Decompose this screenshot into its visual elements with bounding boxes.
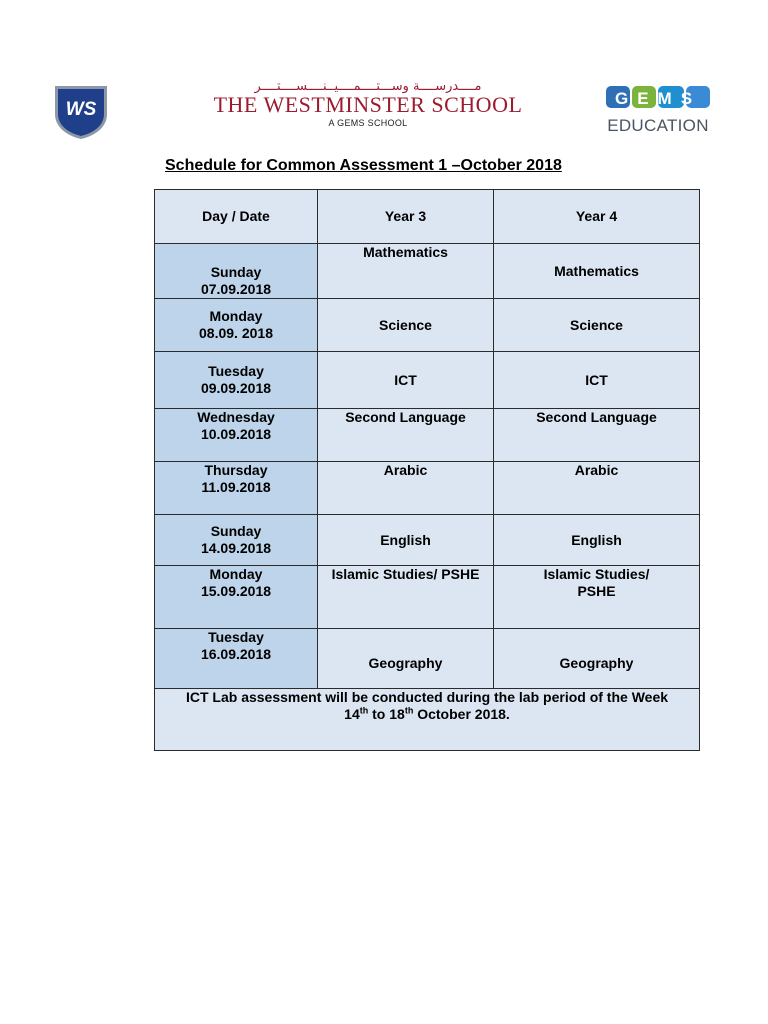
ws-logo-letters: WS (65, 99, 97, 120)
day-date-cell (155, 515, 318, 566)
note-end-day: 18 (389, 706, 405, 722)
table-row (155, 515, 700, 566)
date: 09.09.2018 (200, 380, 272, 396)
table-row (155, 409, 700, 462)
letterhead (0, 0, 768, 150)
ws-shield-logo (52, 84, 110, 140)
table-row (155, 352, 700, 409)
header-day-date: Day / Date (155, 190, 318, 244)
day-date-cell (155, 462, 318, 515)
day-name: Tuesday (208, 363, 264, 379)
gems-wordmark-text: GEMS (614, 89, 702, 108)
school-subtitle: A GEMS SCHOOL (328, 118, 408, 128)
day-name: Thursday (204, 462, 268, 478)
gems-education-logo (604, 84, 712, 136)
date: 14.09.2018 (200, 540, 272, 556)
year4-subject: Islamic Studies/ PSHE (494, 566, 700, 629)
year3-subject: Second Language (318, 409, 494, 462)
header-year-3: Year 3 (318, 190, 494, 244)
table-note-row (155, 689, 700, 751)
note-start-day: 14 (344, 706, 360, 722)
day-date-cell (155, 352, 318, 409)
note-line-2 (161, 706, 693, 723)
note-month-year: October 2018. (413, 706, 510, 722)
gems-education-text: EDUCATION (607, 116, 709, 135)
day-date-cell (155, 566, 318, 629)
day-name: Sunday (210, 264, 262, 280)
table-header-row (155, 190, 700, 244)
year3-subject: Arabic (318, 462, 494, 515)
day-name: Sunday (210, 523, 262, 539)
year3-subject: Mathematics (318, 244, 494, 299)
header-year-4: Year 4 (494, 190, 700, 244)
ict-lab-note (155, 689, 700, 751)
table-row (155, 244, 700, 299)
year4-subject: Mathematics (494, 244, 700, 299)
day-name: Tuesday (208, 629, 264, 645)
year3-subject: English (318, 515, 494, 566)
year3-subject: ICT (318, 352, 494, 409)
day-name: Monday (209, 566, 263, 582)
year4-subject: ICT (494, 352, 700, 409)
date: 15.09.2018 (200, 583, 272, 599)
year4-subject: Arabic (494, 462, 700, 515)
page-title: Schedule for Common Assessment 1 –October 2018 (165, 157, 562, 174)
school-name: THE WESTMINSTER SCHOOL (213, 92, 523, 117)
year4-subject: Geography (494, 629, 700, 689)
date: 08.09. 2018 (199, 325, 273, 341)
school-brand (212, 80, 524, 128)
date: 10.09.2018 (200, 426, 272, 442)
day-date-cell (155, 409, 318, 462)
year3-subject: Islamic Studies/ PSHE (318, 566, 494, 629)
note-end-suffix: th (404, 705, 414, 716)
table-row (155, 299, 700, 352)
table-row (155, 566, 700, 629)
year4-subject: Second Language (494, 409, 700, 462)
assessment-schedule-table (154, 189, 700, 751)
day-name: Monday (209, 308, 263, 324)
note-start-suffix: th (359, 705, 369, 716)
day-date-cell (155, 244, 318, 299)
gems-wordmark (605, 84, 711, 110)
year3-subject: Science (318, 299, 494, 352)
year4-subject: English (494, 515, 700, 566)
date: 11.09.2018 (201, 479, 271, 495)
arabic-school-name: مــــدرســــة وســـتــــمــــيــنــــســــتــــر (254, 79, 482, 94)
date: 07.09.2018 (200, 281, 272, 297)
year3-subject: Geography (318, 629, 494, 689)
date: 16.09.2018 (200, 646, 272, 662)
table-row (155, 629, 700, 689)
year4-subject: Science (494, 299, 700, 352)
table-row (155, 462, 700, 515)
note-to: to (368, 706, 390, 722)
day-date-cell (155, 299, 318, 352)
day-date-cell (155, 629, 318, 689)
note-line-1: ICT Lab assessment will be conducted during the lab period of the Week (185, 689, 669, 705)
day-name: Wednesday (197, 409, 275, 425)
